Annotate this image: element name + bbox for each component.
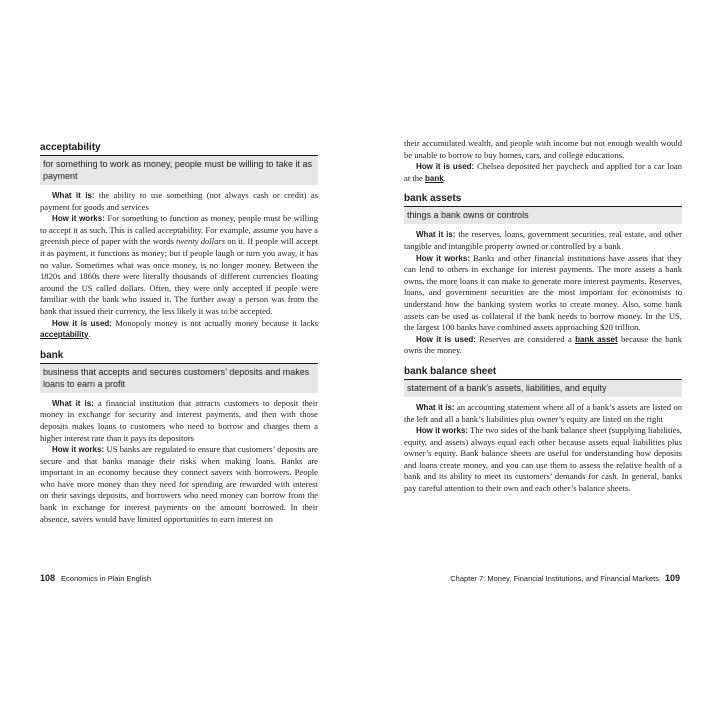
how-it-is-used-paragraph <box>404 161 682 184</box>
how-it-works-label: How it works: <box>52 445 105 455</box>
right-page-column <box>404 138 682 495</box>
how-it-works-text: For something to function as money, people must be willing to accept it as such. This is called acceptability. For example, assume you have a greenish piece of paper with the words <box>40 213 318 247</box>
italic-phrase: twenty dollars <box>176 236 226 247</box>
how-it-works-label: How it works: <box>52 214 105 224</box>
what-it-is-label: What it is: <box>52 398 94 408</box>
page-number: 108 <box>40 573 56 583</box>
how-it-works-text: The two sides of the bank balance sheet (supplying liabilities, equity, and assets) always equal each other because assets equal liabilities plus owner’s equity. Bank balance sheets are useful for understanding how deposits and loans create money, and you can use them to assess the relative health of a bank and its ability to meet its customers’ demands for cash. In general, banks pay careful attention to their own and each other’s balance sheets. <box>404 425 682 494</box>
what-it-is-text: a financial institution that attracts customers to deposit their money in exchange for security and interest payments, and then with those deposits makes loans to customers who need to borrow and charges them a higher interest rate than it pays its depositors <box>40 397 318 443</box>
left-page-footer <box>40 573 151 583</box>
how-it-is-used-text: Monopoly money is not actually money because it lacks <box>115 317 318 328</box>
what-it-is-text: the reserves, loans, government securities, real estate, and other tangible and intangible property owned or controlled by a bank <box>404 229 682 251</box>
what-it-is-paragraph <box>40 398 318 444</box>
entry-bank <box>40 350 318 526</box>
how-it-is-used-paragraph <box>40 318 318 341</box>
how-it-is-used-text: Reserves are considered a <box>479 333 576 344</box>
what-it-is-paragraph <box>404 229 682 252</box>
entry-definition: for something to work as money, people must be willing to take it as payment <box>40 155 318 185</box>
left-page-column <box>40 142 318 525</box>
cross-reference-term: bank asset <box>575 334 618 344</box>
what-it-is-label: What it is: <box>416 230 456 240</box>
how-it-is-used-label: How it is used: <box>416 162 475 172</box>
how-it-works-paragraph <box>40 444 318 525</box>
page-number: 109 <box>664 573 680 583</box>
how-it-is-used-label: How it is used: <box>416 334 476 344</box>
entry-term: acceptability <box>40 142 101 153</box>
what-it-is-text: the ability to use something (not always cash or credit) as payment for goods and services <box>40 190 319 212</box>
how-it-is-used-label: How it is used: <box>52 318 112 328</box>
what-it-is-label: What it is: <box>416 402 455 412</box>
continuation-paragraph: their accumulated wealth, and people with income but not enough wealth would be unable to borrow to buy homes, cars, and college educations. <box>404 138 682 160</box>
right-page-footer <box>450 573 680 583</box>
entry-definition: things a bank owns or controls <box>404 206 682 224</box>
how-it-works-label: How it works: <box>416 253 470 263</box>
what-it-is-paragraph <box>40 190 318 213</box>
entry-term: bank assets <box>404 193 462 205</box>
cross-reference-term: bank <box>425 173 444 183</box>
what-it-is-label: What it is: <box>52 191 95 200</box>
how-it-works-label: How it works: <box>416 426 469 436</box>
how-it-works-paragraph <box>404 253 682 334</box>
chapter-title: Chapter 7: Money, Financial Institutions, and Financial Markets <box>450 574 659 583</box>
sentence-end: because the bank owns the money. <box>404 333 682 356</box>
how-it-is-used-text: Chelsea deposited her paycheck and applied for a car loan at the <box>404 161 683 183</box>
how-it-is-used-paragraph <box>404 334 682 357</box>
sentence-end: . <box>443 172 446 183</box>
book-title: Economics in Plain English <box>61 574 152 583</box>
what-it-is-text: an accounting statement where all of a bank’s assets are listed on the left and all a bank’s liabilities plus owner’s equity are listed on the right <box>404 401 682 424</box>
how-it-works-text: Banks and other financial institutions have assets that they can lend to others in exchange for interest payments. The more assets a bank owns, the more loans it can make to generate more interest payments. Reserves, loans, and government securities are the most important for economists to understand how the banking system works to create money. Also, some bank assets can be used as collateral if the bank needs to borrow money. In the US, the largest 100 banks have combined assets approaching $20 trillion. <box>404 252 682 333</box>
cross-reference-term: acceptability <box>40 330 89 340</box>
entry-bank-balance-sheet <box>404 366 682 495</box>
how-it-works-paragraph <box>40 213 318 317</box>
entry-definition: business that accepts and secures customers’ deposits and makes loans to earn a profit <box>40 363 318 393</box>
what-it-is-paragraph <box>404 402 682 425</box>
sentence-end: . <box>88 329 91 340</box>
entry-term: bank balance sheet <box>404 365 497 377</box>
entry-bank-assets <box>404 193 682 357</box>
how-it-works-paragraph <box>404 425 682 495</box>
entry-term: bank <box>40 349 64 361</box>
entry-definition: statement of a bank’s assets, liabilities, and equity <box>404 379 682 397</box>
how-it-works-text-cont: on it. If people will accept it as payment, it functions as money; but if people laugh or turn you away, it has no value. Sometimes what was once money, is no longer money. Between the 1820s and 1860s there were literally thousands of different currencies floating around the US called dollars. Often, they were only accepted if people were familiar with the bank who issued it. The further away a person was from the bank that issued their currency, the less likely it was to be accepted. <box>40 236 319 316</box>
entry-acceptability <box>40 142 318 341</box>
how-it-works-text: US banks are regulated to ensure that customers’ deposits are secure and that banks manage their risks when making loans. Banks are important in an economy because they connect savers with borrowers. People who have more money than they need for spending are rewarded with interest on their savings deposits, and borrowers who need money can borrow from the bank in exchange for interest payments on the amount borrowed. In their absence, savers would have limited opportunities to earn interest on <box>40 444 318 524</box>
